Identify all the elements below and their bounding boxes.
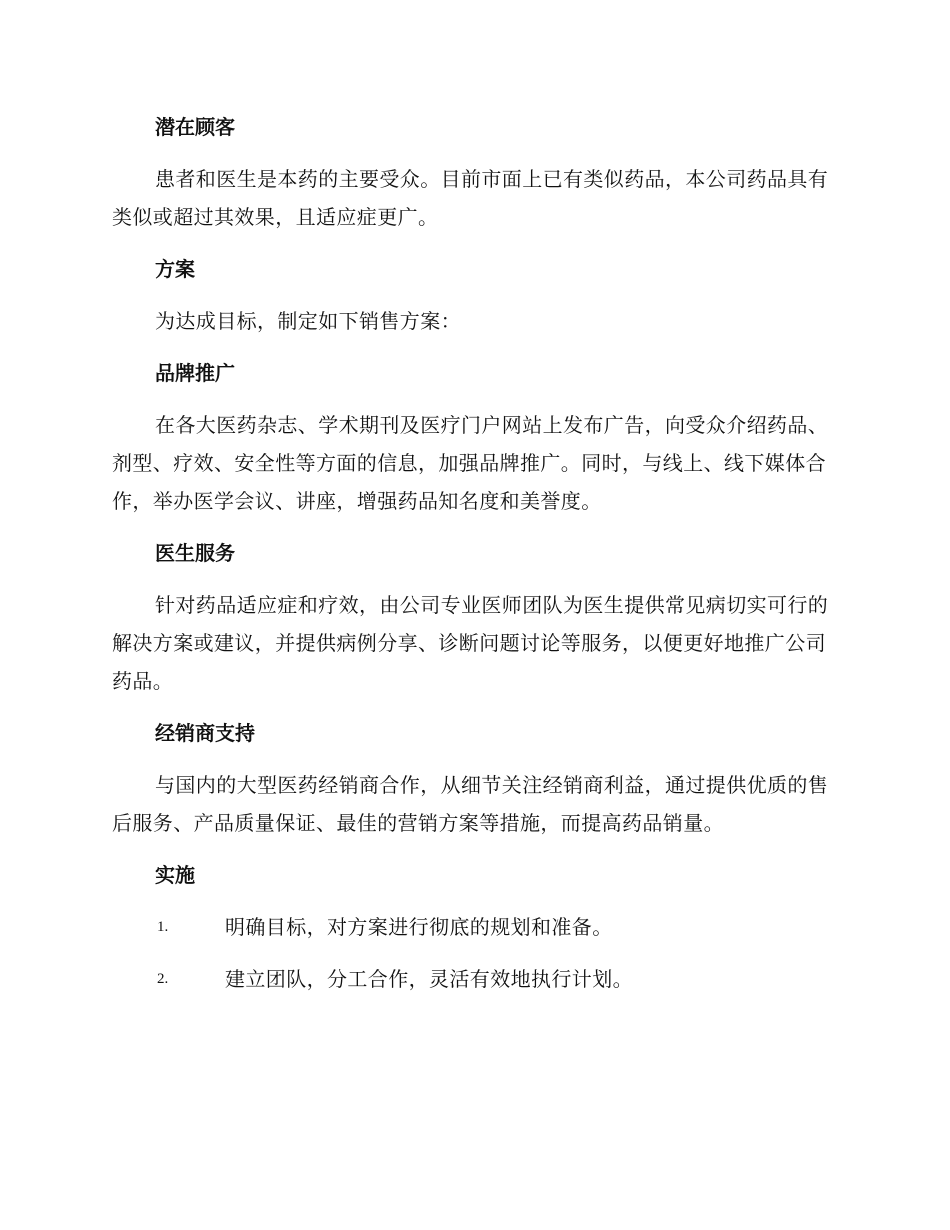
section-heading-doctor-service: 医生服务 (155, 541, 235, 565)
paragraph-potential-customers: 患者和医生是本药的主要受众。目前市面上已有类似药品，本公司药品具有类似或超过其效果，且适应症更广。 (112, 167, 829, 229)
section-heading-potential-customers: 潜在顾客 (155, 115, 235, 139)
list-text: 明确目标，对方案进行彻底的规划和准备。 (225, 915, 613, 939)
section-heading-implementation: 实施 (155, 863, 195, 887)
list-item (112, 908, 832, 946)
list-number: 2. (157, 971, 169, 987)
paragraph-doctor-service: 针对药品适应症和疗效，由公司专业医师团队为医生提供常见病切实可行的解决方案或建议，并提供病例分享、诊断问题讨论等服务，以便更好地推广公司药品。 (112, 593, 829, 693)
list-item (112, 960, 832, 998)
paragraph-plan: 为达成目标，制定如下销售方案： (155, 309, 461, 333)
paragraph-brand-promotion: 在各大医药杂志、学术期刊及医疗门户网站上发布广告，向受众介绍药品、剂型、疗效、安全性等方面的信息，加强品牌推广。同时，与线上、线下媒体合作，举办医学会议、讲座，增强药品知名度和美誉度。 (112, 413, 829, 513)
section-heading-distributor-support: 经销商支持 (155, 721, 255, 745)
list-text: 建立团队，分工合作，灵活有效地执行计划。 (225, 967, 633, 991)
section-heading-plan: 方案 (155, 257, 195, 281)
section-heading-brand-promotion: 品牌推广 (155, 361, 235, 385)
paragraph-distributor-support: 与国内的大型医药经销商合作，从细节关注经销商利益，通过提供优质的售后服务、产品质量保证、最佳的营销方案等措施，而提高药品销量。 (112, 773, 829, 835)
document-page (112, 108, 832, 1012)
list-number: 1. (157, 919, 169, 935)
